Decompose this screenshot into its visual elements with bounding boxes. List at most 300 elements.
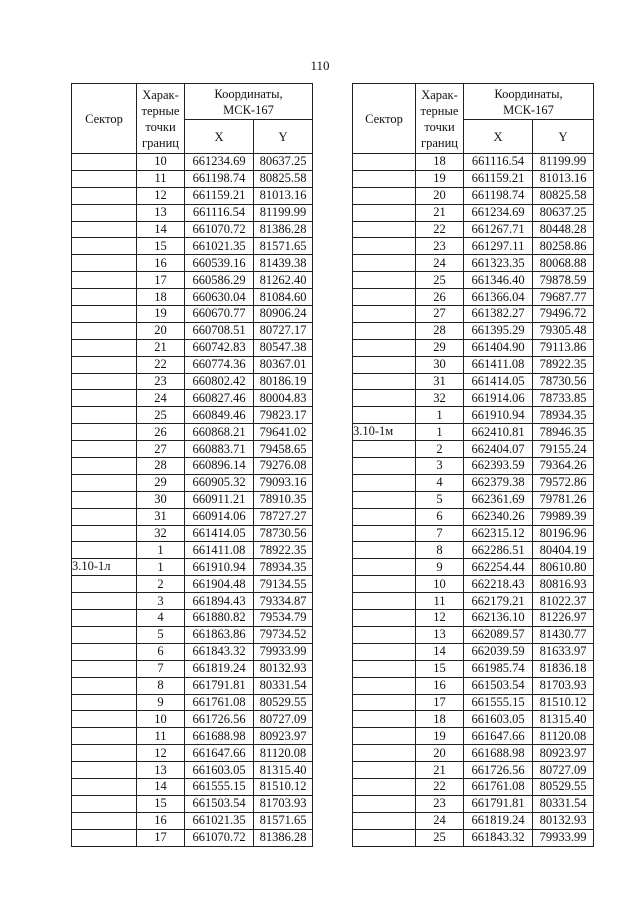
table-row bbox=[72, 474, 313, 491]
y-coordinate-cell: 79933.99 bbox=[533, 829, 594, 846]
y-coordinate-cell: 79276.08 bbox=[254, 458, 313, 475]
table-row bbox=[72, 829, 313, 846]
x-coordinate-cell: 660630.04 bbox=[185, 289, 254, 306]
table-row bbox=[72, 626, 313, 643]
x-coordinate-cell: 661116.54 bbox=[464, 154, 533, 171]
y-coordinate-cell: 79305.48 bbox=[533, 322, 594, 339]
x-coordinate-cell: 662404.07 bbox=[464, 441, 533, 458]
sector-cell bbox=[72, 795, 137, 812]
header-coords-line2: МСК-167 bbox=[223, 102, 274, 117]
sector-cell bbox=[72, 356, 137, 373]
y-coordinate-cell: 78910.35 bbox=[254, 491, 313, 508]
y-coordinate-cell: 81430.77 bbox=[533, 626, 594, 643]
x-coordinate-cell: 660802.42 bbox=[185, 373, 254, 390]
point-number-cell: 10 bbox=[137, 711, 185, 728]
header-points-line1: Харак- bbox=[142, 87, 179, 102]
point-number-cell: 15 bbox=[137, 238, 185, 255]
table-row bbox=[353, 643, 594, 660]
y-coordinate-cell: 78946.35 bbox=[533, 424, 594, 441]
table-row bbox=[72, 694, 313, 711]
y-coordinate-cell: 81022.37 bbox=[533, 593, 594, 610]
sector-cell bbox=[353, 643, 416, 660]
point-number-cell: 16 bbox=[137, 255, 185, 272]
sector-cell bbox=[72, 694, 137, 711]
x-coordinate-cell: 661603.05 bbox=[185, 762, 254, 779]
point-number-cell: 26 bbox=[137, 424, 185, 441]
sector-cell bbox=[72, 238, 137, 255]
y-coordinate-cell: 80637.25 bbox=[533, 204, 594, 221]
table-row bbox=[72, 204, 313, 221]
x-coordinate-cell: 662340.26 bbox=[464, 508, 533, 525]
sector-cell bbox=[72, 610, 137, 627]
x-coordinate-cell: 662361.69 bbox=[464, 491, 533, 508]
point-number-cell: 3 bbox=[137, 593, 185, 610]
sector-cell bbox=[72, 441, 137, 458]
point-number-cell: 17 bbox=[137, 829, 185, 846]
header-points-line2: терные bbox=[141, 103, 180, 118]
table-row bbox=[72, 441, 313, 458]
sector-cell bbox=[72, 390, 137, 407]
sector-cell bbox=[353, 441, 416, 458]
y-coordinate-cell: 78730.56 bbox=[254, 525, 313, 542]
point-number-cell: 1 bbox=[416, 424, 464, 441]
x-coordinate-cell: 662393.59 bbox=[464, 458, 533, 475]
y-coordinate-cell: 79933.99 bbox=[254, 643, 313, 660]
x-coordinate-cell: 661503.54 bbox=[464, 677, 533, 694]
point-number-cell: 3 bbox=[416, 458, 464, 475]
x-coordinate-cell: 661726.56 bbox=[464, 762, 533, 779]
sector-cell bbox=[72, 745, 137, 762]
table-row bbox=[72, 289, 313, 306]
right-table-body bbox=[353, 154, 594, 847]
y-coordinate-cell: 80906.24 bbox=[254, 306, 313, 323]
y-coordinate-cell: 81084.60 bbox=[254, 289, 313, 306]
y-coordinate-cell: 81633.97 bbox=[533, 643, 594, 660]
point-number-cell: 24 bbox=[416, 255, 464, 272]
y-coordinate-cell: 80132.93 bbox=[533, 812, 594, 829]
sector-cell bbox=[353, 238, 416, 255]
y-coordinate-cell: 78922.35 bbox=[254, 542, 313, 559]
x-coordinate-cell: 661366.04 bbox=[464, 289, 533, 306]
sector-cell bbox=[353, 373, 416, 390]
sector-cell bbox=[72, 762, 137, 779]
x-coordinate-cell: 661726.56 bbox=[185, 711, 254, 728]
table-row bbox=[353, 221, 594, 238]
y-coordinate-cell: 81315.40 bbox=[254, 762, 313, 779]
table-row bbox=[72, 238, 313, 255]
table-row bbox=[72, 424, 313, 441]
x-coordinate-cell: 660742.83 bbox=[185, 339, 254, 356]
y-coordinate-cell: 81836.18 bbox=[533, 660, 594, 677]
sector-cell bbox=[353, 187, 416, 204]
table-row bbox=[353, 525, 594, 542]
table-row bbox=[72, 306, 313, 323]
y-coordinate-cell: 81439.38 bbox=[254, 255, 313, 272]
table-row bbox=[353, 762, 594, 779]
point-number-cell: 6 bbox=[137, 643, 185, 660]
x-coordinate-cell: 661346.40 bbox=[464, 272, 533, 289]
table-row bbox=[72, 593, 313, 610]
header-coords-line1: Координаты, bbox=[214, 86, 283, 101]
x-coordinate-cell: 661894.43 bbox=[185, 593, 254, 610]
table-row bbox=[72, 812, 313, 829]
y-coordinate-cell: 80186.19 bbox=[254, 373, 313, 390]
table-row bbox=[353, 255, 594, 272]
sector-cell bbox=[353, 491, 416, 508]
y-coordinate-cell: 80727.09 bbox=[533, 762, 594, 779]
x-coordinate-cell: 661910.94 bbox=[464, 407, 533, 424]
x-coordinate-cell: 661234.69 bbox=[185, 154, 254, 171]
point-number-cell: 32 bbox=[416, 390, 464, 407]
table-row bbox=[353, 626, 594, 643]
sector-cell bbox=[72, 204, 137, 221]
table-row bbox=[72, 745, 313, 762]
x-coordinate-cell: 661021.35 bbox=[185, 812, 254, 829]
point-number-cell: 13 bbox=[137, 762, 185, 779]
x-coordinate-cell: 661021.35 bbox=[185, 238, 254, 255]
sector-cell bbox=[353, 390, 416, 407]
y-coordinate-cell: 79458.65 bbox=[254, 441, 313, 458]
sector-cell: 3.10-1м bbox=[353, 424, 416, 441]
y-coordinate-cell: 80448.28 bbox=[533, 221, 594, 238]
y-coordinate-cell: 81571.65 bbox=[254, 812, 313, 829]
x-coordinate-cell: 661761.08 bbox=[185, 694, 254, 711]
sector-cell bbox=[353, 525, 416, 542]
header-points-line3: точки bbox=[145, 119, 176, 134]
y-coordinate-cell: 81386.28 bbox=[254, 829, 313, 846]
y-coordinate-cell: 78733.85 bbox=[533, 390, 594, 407]
sector-cell bbox=[353, 660, 416, 677]
point-number-cell: 1 bbox=[137, 542, 185, 559]
point-number-cell: 27 bbox=[416, 306, 464, 323]
point-number-cell: 12 bbox=[137, 187, 185, 204]
point-number-cell: 18 bbox=[416, 711, 464, 728]
y-coordinate-cell: 81262.40 bbox=[254, 272, 313, 289]
sector-cell bbox=[353, 306, 416, 323]
y-coordinate-cell: 80825.58 bbox=[254, 170, 313, 187]
point-number-cell: 5 bbox=[137, 626, 185, 643]
x-coordinate-cell: 661761.08 bbox=[464, 778, 533, 795]
x-coordinate-cell: 660896.14 bbox=[185, 458, 254, 475]
point-number-cell: 1 bbox=[137, 559, 185, 576]
point-number-cell: 16 bbox=[137, 812, 185, 829]
point-number-cell: 9 bbox=[137, 694, 185, 711]
y-coordinate-cell: 80727.17 bbox=[254, 322, 313, 339]
point-number-cell: 10 bbox=[416, 576, 464, 593]
y-coordinate-cell: 80923.97 bbox=[254, 728, 313, 745]
table-row bbox=[353, 677, 594, 694]
sector-cell bbox=[353, 559, 416, 576]
x-coordinate-cell: 660911.21 bbox=[185, 491, 254, 508]
point-number-cell: 22 bbox=[416, 221, 464, 238]
point-number-cell: 8 bbox=[137, 677, 185, 694]
y-coordinate-cell: 78934.35 bbox=[254, 559, 313, 576]
table-row bbox=[72, 458, 313, 475]
y-coordinate-cell: 81120.08 bbox=[254, 745, 313, 762]
y-coordinate-cell: 80816.93 bbox=[533, 576, 594, 593]
point-number-cell: 14 bbox=[416, 643, 464, 660]
x-coordinate-cell: 661267.71 bbox=[464, 221, 533, 238]
table-row bbox=[72, 339, 313, 356]
y-coordinate-cell: 79687.77 bbox=[533, 289, 594, 306]
left-table-body bbox=[72, 154, 313, 847]
point-number-cell: 28 bbox=[137, 458, 185, 475]
point-number-cell: 9 bbox=[416, 559, 464, 576]
x-coordinate-cell: 661791.81 bbox=[185, 677, 254, 694]
point-number-cell: 14 bbox=[137, 221, 185, 238]
x-coordinate-cell: 661914.06 bbox=[464, 390, 533, 407]
sector-cell bbox=[353, 593, 416, 610]
header-y: Y bbox=[533, 120, 594, 154]
table-row bbox=[353, 778, 594, 795]
y-coordinate-cell: 81571.65 bbox=[254, 238, 313, 255]
x-coordinate-cell: 660905.32 bbox=[185, 474, 254, 491]
table-row bbox=[353, 491, 594, 508]
header-coords-line1: Координаты, bbox=[494, 86, 563, 101]
table-row bbox=[72, 154, 313, 171]
sector-cell bbox=[72, 677, 137, 694]
sector-cell bbox=[72, 272, 137, 289]
point-number-cell: 1 bbox=[416, 407, 464, 424]
point-number-cell: 25 bbox=[416, 829, 464, 846]
table-row bbox=[72, 322, 313, 339]
header-y: Y bbox=[254, 120, 313, 154]
point-number-cell: 7 bbox=[416, 525, 464, 542]
x-coordinate-cell: 662379.38 bbox=[464, 474, 533, 491]
y-coordinate-cell: 81226.97 bbox=[533, 610, 594, 627]
x-coordinate-cell: 662136.10 bbox=[464, 610, 533, 627]
table-row bbox=[353, 187, 594, 204]
y-coordinate-cell: 80331.54 bbox=[254, 677, 313, 694]
sector-cell bbox=[72, 458, 137, 475]
x-coordinate-cell: 661382.27 bbox=[464, 306, 533, 323]
table-row bbox=[72, 525, 313, 542]
y-coordinate-cell: 80825.58 bbox=[533, 187, 594, 204]
sector-cell bbox=[353, 829, 416, 846]
sector-cell bbox=[353, 694, 416, 711]
sector-cell bbox=[353, 474, 416, 491]
table-row bbox=[72, 508, 313, 525]
sector-cell bbox=[353, 322, 416, 339]
y-coordinate-cell: 81315.40 bbox=[533, 711, 594, 728]
point-number-cell: 10 bbox=[137, 154, 185, 171]
table-row bbox=[72, 491, 313, 508]
point-number-cell: 18 bbox=[137, 289, 185, 306]
y-coordinate-cell: 81703.93 bbox=[254, 795, 313, 812]
sector-cell bbox=[353, 508, 416, 525]
x-coordinate-cell: 660586.29 bbox=[185, 272, 254, 289]
table-row bbox=[72, 356, 313, 373]
table-row bbox=[72, 711, 313, 728]
x-coordinate-cell: 662410.81 bbox=[464, 424, 533, 441]
point-number-cell: 4 bbox=[137, 610, 185, 627]
sector-cell bbox=[72, 728, 137, 745]
point-number-cell: 32 bbox=[137, 525, 185, 542]
table-row bbox=[72, 373, 313, 390]
y-coordinate-cell: 79134.55 bbox=[254, 576, 313, 593]
y-coordinate-cell: 79113.86 bbox=[533, 339, 594, 356]
header-coordinates bbox=[185, 84, 313, 120]
x-coordinate-cell: 661070.72 bbox=[185, 829, 254, 846]
x-coordinate-cell: 660708.51 bbox=[185, 322, 254, 339]
y-coordinate-cell: 79364.26 bbox=[533, 458, 594, 475]
y-coordinate-cell: 80529.55 bbox=[254, 694, 313, 711]
sector-cell bbox=[72, 424, 137, 441]
x-coordinate-cell: 661819.24 bbox=[464, 812, 533, 829]
x-coordinate-cell: 660868.21 bbox=[185, 424, 254, 441]
y-coordinate-cell: 81199.99 bbox=[533, 154, 594, 171]
sector-cell bbox=[353, 762, 416, 779]
y-coordinate-cell: 78727.27 bbox=[254, 508, 313, 525]
sector-cell bbox=[353, 255, 416, 272]
y-coordinate-cell: 80610.80 bbox=[533, 559, 594, 576]
point-number-cell: 11 bbox=[137, 728, 185, 745]
y-coordinate-cell: 80547.38 bbox=[254, 339, 313, 356]
sector-cell bbox=[72, 407, 137, 424]
sector-cell bbox=[353, 356, 416, 373]
x-coordinate-cell: 661985.74 bbox=[464, 660, 533, 677]
x-coordinate-cell: 661647.66 bbox=[185, 745, 254, 762]
y-coordinate-cell: 79093.16 bbox=[254, 474, 313, 491]
y-coordinate-cell: 80727.09 bbox=[254, 711, 313, 728]
table-row bbox=[353, 745, 594, 762]
point-number-cell: 8 bbox=[416, 542, 464, 559]
point-number-cell: 27 bbox=[137, 441, 185, 458]
header-points-line1: Харак- bbox=[421, 87, 458, 102]
sector-cell bbox=[72, 170, 137, 187]
y-coordinate-cell: 79878.59 bbox=[533, 272, 594, 289]
header-points-line4: границ bbox=[421, 135, 458, 150]
point-number-cell: 20 bbox=[137, 322, 185, 339]
point-number-cell: 16 bbox=[416, 677, 464, 694]
table-row bbox=[353, 306, 594, 323]
sector-cell bbox=[72, 373, 137, 390]
x-coordinate-cell: 661414.05 bbox=[464, 373, 533, 390]
x-coordinate-cell: 661819.24 bbox=[185, 660, 254, 677]
table-row bbox=[353, 272, 594, 289]
point-number-cell: 13 bbox=[416, 626, 464, 643]
x-coordinate-cell: 661404.90 bbox=[464, 339, 533, 356]
table-row bbox=[72, 272, 313, 289]
header-points-line2: терные bbox=[420, 103, 459, 118]
y-coordinate-cell: 79572.86 bbox=[533, 474, 594, 491]
table-row bbox=[72, 795, 313, 812]
sector-cell bbox=[72, 525, 137, 542]
table-row bbox=[72, 187, 313, 204]
point-number-cell: 19 bbox=[137, 306, 185, 323]
page-number: 110 bbox=[310, 58, 330, 73]
table-row bbox=[72, 170, 313, 187]
x-coordinate-cell: 661555.15 bbox=[185, 778, 254, 795]
point-number-cell: 20 bbox=[416, 187, 464, 204]
table-row bbox=[353, 542, 594, 559]
point-number-cell: 25 bbox=[137, 407, 185, 424]
table-row bbox=[353, 424, 594, 441]
header-sector: Сектор bbox=[72, 84, 137, 154]
table-row bbox=[72, 576, 313, 593]
y-coordinate-cell: 78730.56 bbox=[533, 373, 594, 390]
table-row bbox=[72, 221, 313, 238]
point-number-cell: 12 bbox=[416, 610, 464, 627]
y-coordinate-cell: 81013.16 bbox=[254, 187, 313, 204]
sector-cell bbox=[353, 154, 416, 171]
y-coordinate-cell: 79334.87 bbox=[254, 593, 313, 610]
table-row bbox=[72, 390, 313, 407]
sector-cell bbox=[72, 778, 137, 795]
y-coordinate-cell: 78934.35 bbox=[533, 407, 594, 424]
point-number-cell: 24 bbox=[416, 812, 464, 829]
table-row bbox=[72, 677, 313, 694]
x-coordinate-cell: 661904.48 bbox=[185, 576, 254, 593]
header-x: X bbox=[185, 120, 254, 154]
x-coordinate-cell: 660883.71 bbox=[185, 441, 254, 458]
table-row bbox=[353, 576, 594, 593]
table-row bbox=[353, 373, 594, 390]
header-sector: Сектор bbox=[353, 84, 416, 154]
point-number-cell: 17 bbox=[137, 272, 185, 289]
table-row bbox=[353, 289, 594, 306]
sector-cell bbox=[353, 745, 416, 762]
point-number-cell: 12 bbox=[137, 745, 185, 762]
table-row bbox=[353, 508, 594, 525]
x-coordinate-cell: 662089.57 bbox=[464, 626, 533, 643]
table-row bbox=[353, 711, 594, 728]
table-row bbox=[353, 390, 594, 407]
point-number-cell: 23 bbox=[416, 795, 464, 812]
coordinates-table-left bbox=[71, 83, 313, 847]
x-coordinate-cell: 660539.16 bbox=[185, 255, 254, 272]
point-number-cell: 25 bbox=[416, 272, 464, 289]
point-number-cell: 28 bbox=[416, 322, 464, 339]
point-number-cell: 21 bbox=[416, 204, 464, 221]
point-number-cell: 29 bbox=[416, 339, 464, 356]
table-row bbox=[353, 407, 594, 424]
point-number-cell: 15 bbox=[416, 660, 464, 677]
table-row bbox=[353, 728, 594, 745]
point-number-cell: 22 bbox=[137, 356, 185, 373]
x-coordinate-cell: 661297.11 bbox=[464, 238, 533, 255]
x-coordinate-cell: 661880.82 bbox=[185, 610, 254, 627]
header-coords-line2: МСК-167 bbox=[503, 102, 554, 117]
point-number-cell: 6 bbox=[416, 508, 464, 525]
x-coordinate-cell: 661198.74 bbox=[185, 170, 254, 187]
sector-cell bbox=[72, 542, 137, 559]
y-coordinate-cell: 80529.55 bbox=[533, 778, 594, 795]
point-number-cell: 18 bbox=[416, 154, 464, 171]
x-coordinate-cell: 661198.74 bbox=[464, 187, 533, 204]
table-row bbox=[72, 559, 313, 576]
point-number-cell: 22 bbox=[416, 778, 464, 795]
point-number-cell: 2 bbox=[137, 576, 185, 593]
x-coordinate-cell: 661411.08 bbox=[185, 542, 254, 559]
table-row bbox=[353, 170, 594, 187]
sector-cell bbox=[72, 322, 137, 339]
sector-cell bbox=[353, 170, 416, 187]
coordinates-table-right bbox=[352, 83, 594, 847]
x-coordinate-cell: 662179.21 bbox=[464, 593, 533, 610]
sector-cell bbox=[72, 660, 137, 677]
table-row bbox=[72, 542, 313, 559]
y-coordinate-cell: 79781.26 bbox=[533, 491, 594, 508]
x-coordinate-cell: 661863.86 bbox=[185, 626, 254, 643]
sector-cell bbox=[72, 187, 137, 204]
sector-cell bbox=[72, 829, 137, 846]
y-coordinate-cell: 81510.12 bbox=[533, 694, 594, 711]
sector-cell bbox=[72, 474, 137, 491]
y-coordinate-cell: 80068.88 bbox=[533, 255, 594, 272]
point-number-cell: 21 bbox=[416, 762, 464, 779]
table-row bbox=[353, 559, 594, 576]
